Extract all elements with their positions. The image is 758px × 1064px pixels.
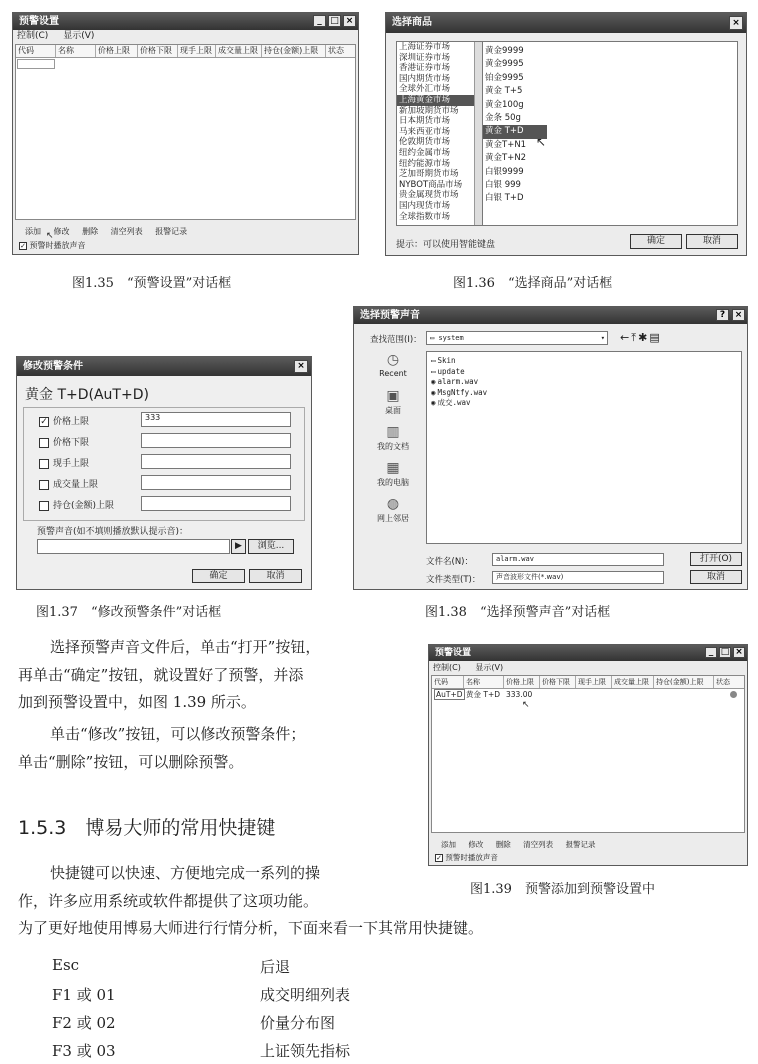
- paragraph-line: 单击“修改”按钮，可以修改预警条件；: [50, 725, 306, 743]
- chevron-down-icon: ▾: [600, 334, 605, 342]
- title-bar: [13, 13, 358, 30]
- play-sound-label: 预警时播放声音: [445, 853, 498, 862]
- condition-checkbox[interactable]: [39, 459, 49, 469]
- col-price-lower[interactable]: 价格下限: [540, 676, 576, 688]
- product-item[interactable]: 白银 T+D: [485, 193, 524, 204]
- table-row[interactable]: [432, 689, 744, 700]
- browse-button[interactable]: 浏览...: [248, 539, 294, 554]
- file-item[interactable]: [427, 388, 741, 399]
- market-item[interactable]: 马来西亚市场: [399, 126, 451, 137]
- col-hand-upper[interactable]: 现手上限: [576, 676, 612, 688]
- condition-input[interactable]: [141, 454, 291, 469]
- close-button[interactable]: ×: [294, 360, 308, 373]
- places-item[interactable]: [362, 387, 424, 416]
- alert-settings-window-filled: [428, 644, 748, 866]
- menu-control[interactable]: 控制(C): [17, 31, 49, 41]
- sound-path-input[interactable]: [37, 539, 230, 554]
- view-menu-icon[interactable]: ▤: [649, 331, 662, 344]
- desktop-icon: ▣: [386, 388, 400, 404]
- col-position-upper[interactable]: 持仓(金额)上限: [262, 45, 326, 57]
- shortcut-desc: 后退: [260, 958, 291, 976]
- market-item[interactable]: 纽约能源市场: [399, 158, 451, 169]
- col-code[interactable]: 代码: [432, 676, 464, 688]
- title-bar: [354, 307, 747, 324]
- paragraph-line: 再单击“确定”按钮，就设置好了预警，并添: [18, 665, 304, 684]
- filetype-label: 文件类型(T)：: [426, 575, 481, 585]
- shortcut-desc: 上证领先指标: [260, 1042, 351, 1060]
- play-sound-label: 预警时播放声音: [29, 241, 86, 250]
- product-item[interactable]: 白银9999: [485, 166, 524, 177]
- filename-label: 文件名(N)：: [426, 557, 473, 567]
- cancel-button[interactable]: 取消: [690, 570, 742, 584]
- col-name[interactable]: 名称: [464, 676, 504, 688]
- file-name: 成交.wav: [437, 398, 471, 407]
- maximize-button[interactable]: □: [328, 15, 341, 27]
- col-price-lower[interactable]: 价格下限: [138, 45, 178, 57]
- figure-caption: 图1.38 “选择预警声音”对话框: [425, 605, 611, 620]
- up-folder-icon[interactable]: ⤒: [631, 331, 639, 344]
- paragraph-line: 作，许多应用系统或软件都提供了这项功能。: [18, 891, 319, 910]
- look-in-dropdown[interactable]: [426, 331, 608, 345]
- market-item[interactable]: 芝加哥期货市场: [399, 169, 459, 180]
- condition-row[interactable]: [39, 498, 114, 511]
- delete-button[interactable]: 删除: [82, 227, 99, 236]
- select-sound-window: [353, 306, 748, 590]
- col-status[interactable]: 状态: [328, 46, 344, 55]
- help-button[interactable]: ?: [716, 309, 729, 321]
- look-in-label: 查找范围(I)：: [370, 335, 422, 345]
- market-item[interactable]: 新加坡期货市场: [399, 105, 459, 116]
- list-header: [432, 676, 744, 689]
- select-product-window: [385, 12, 747, 256]
- close-button[interactable]: ×: [343, 15, 356, 27]
- market-item[interactable]: 全球指数市场: [399, 211, 451, 222]
- product-item[interactable]: 铂金9995: [485, 72, 524, 83]
- row-code: AuT+D: [436, 690, 463, 699]
- computer-icon: ▦: [386, 460, 400, 476]
- product-item[interactable]: 黄金 T+5: [485, 86, 523, 97]
- alert-log-button[interactable]: 报警记录: [565, 840, 596, 849]
- places-item[interactable]: [362, 495, 424, 524]
- places-item[interactable]: [362, 423, 424, 452]
- shortcut-row: [52, 956, 291, 976]
- condition-input[interactable]: [141, 475, 291, 490]
- menu-bar: [429, 661, 747, 674]
- modify-button[interactable]: 修改: [53, 227, 70, 236]
- maximize-button[interactable]: □: [720, 647, 730, 657]
- close-button[interactable]: ×: [732, 309, 745, 321]
- menu-view[interactable]: 显示(V): [475, 663, 504, 672]
- close-button[interactable]: ×: [733, 647, 745, 658]
- figure-caption: 图1.35 “预警设置”对话框: [72, 276, 232, 291]
- shortcut-key: F3 或 03: [52, 1042, 116, 1060]
- market-item[interactable]: 全球外汇市场: [399, 84, 451, 95]
- alert-log-button[interactable]: 报警记录: [155, 227, 188, 236]
- condition-label: 价格上限: [53, 417, 90, 427]
- play-sound-checkbox-row[interactable]: [435, 852, 498, 863]
- title-bar: [17, 357, 311, 376]
- product-item[interactable]: 黄金 T+D: [483, 125, 547, 138]
- product-item[interactable]: 黄金100g: [485, 99, 524, 110]
- sound-label: 预警声音(如不填则播放默认提示音)：: [37, 527, 189, 537]
- paragraph-line: 加到预警设置中，如图 1.39 所示。: [18, 693, 256, 711]
- delete-button[interactable]: 删除: [495, 840, 511, 849]
- file-item[interactable]: [427, 398, 741, 409]
- file-name: MsgNtfy.wav: [437, 387, 488, 397]
- condition-row[interactable]: [39, 414, 89, 427]
- condition-checkbox[interactable]: ✓: [40, 416, 48, 427]
- filename-input[interactable]: [492, 553, 664, 566]
- sound-file-icon: ◉: [431, 387, 436, 397]
- col-hand-upper[interactable]: 现手上限: [178, 45, 216, 57]
- paragraph-line: 快捷键可以快速、方便地完成一系列的操: [50, 864, 321, 882]
- paragraph-line: 选择预警声音文件后，单击“打开”按钮，: [50, 638, 321, 656]
- col-status[interactable]: 状态: [716, 678, 730, 686]
- paragraph-3: [18, 860, 483, 943]
- shortcut-row: [52, 1040, 351, 1061]
- product-name: 黄金 T+D(AuT+D): [25, 387, 149, 403]
- alert-list[interactable]: [15, 44, 356, 220]
- market-item[interactable]: NYBOT商品市场: [399, 179, 463, 190]
- market-item[interactable]: 国内期货市场: [399, 73, 451, 84]
- row-price-upper: 333.00: [506, 690, 533, 699]
- shortcut-desc: 成交明细列表: [260, 986, 351, 1004]
- col-position-upper[interactable]: 持仓(金额)上限: [654, 676, 714, 688]
- filename-value: alarm.wav: [496, 555, 534, 563]
- col-volume-upper[interactable]: 成交量上限: [612, 676, 654, 688]
- shortcut-key: F1 或 01: [52, 986, 116, 1004]
- paragraph-2: [18, 721, 305, 776]
- shortcut-row: [52, 984, 351, 1005]
- toolbar-icons[interactable]: [620, 331, 662, 345]
- minimize-button[interactable]: _: [313, 15, 326, 27]
- file-name: Skin: [437, 356, 456, 365]
- clear-list-button[interactable]: 清空列表: [110, 227, 143, 236]
- file-item[interactable]: [427, 356, 741, 367]
- market-item[interactable]: 上海黄金市场: [397, 95, 483, 106]
- condition-input[interactable]: 333: [141, 412, 291, 427]
- condition-checkbox[interactable]: [39, 480, 49, 490]
- modify-button[interactable]: 修改: [468, 840, 484, 849]
- window-title: 预警设置: [19, 16, 59, 27]
- menu-view[interactable]: 显示(V): [63, 31, 95, 41]
- clear-list-button[interactable]: 清空列表: [523, 840, 554, 849]
- condition-row[interactable]: [39, 435, 89, 448]
- ok-button[interactable]: 确定: [192, 569, 245, 583]
- col-price-upper[interactable]: 价格上限: [96, 45, 138, 57]
- alert-settings-window: [12, 12, 359, 255]
- window-title: 选择预警声音: [360, 310, 420, 321]
- product-item[interactable]: 黄金T+N2: [485, 153, 527, 164]
- sound-file-icon: ◉: [431, 377, 436, 386]
- col-name[interactable]: 名称: [56, 45, 96, 57]
- clock-icon: ◷: [386, 352, 400, 368]
- folder-icon: ▭: [431, 366, 436, 376]
- market-item[interactable]: 上海证券市场: [399, 42, 451, 52]
- condition-input[interactable]: [141, 496, 291, 511]
- condition-checkbox[interactable]: [39, 438, 49, 448]
- filetype-dropdown[interactable]: [492, 571, 664, 584]
- add-button[interactable]: 添加: [441, 840, 456, 849]
- empty-row-cell[interactable]: [17, 59, 55, 69]
- window-title: 预警设置: [435, 648, 472, 658]
- market-item[interactable]: 香港证券市场: [399, 63, 451, 74]
- market-item[interactable]: 深圳证券市场: [399, 52, 451, 63]
- play-sound-checkbox-row[interactable]: [19, 240, 86, 251]
- product-item[interactable]: 黄金9995: [485, 59, 524, 70]
- paragraph-1: [18, 634, 320, 717]
- condition-row[interactable]: [39, 456, 89, 469]
- play-sound-checkbox[interactable]: ✓: [436, 854, 442, 862]
- row-name: 黄金 T+D: [466, 690, 501, 699]
- col-volume-upper[interactable]: 成交量上限: [216, 45, 262, 57]
- documents-icon: ▥: [386, 424, 400, 440]
- alert-list[interactable]: [431, 675, 745, 833]
- mouse-cursor-icon: ↖: [536, 135, 547, 149]
- title-bar: [429, 645, 747, 661]
- shortcut-key: F2 或 02: [52, 1014, 116, 1032]
- product-item[interactable]: 白银 999: [485, 180, 521, 191]
- places-label: 桌面: [385, 406, 401, 415]
- file-list[interactable]: [426, 351, 742, 544]
- places-bar: [362, 351, 424, 533]
- play-sound-checkbox[interactable]: ✓: [20, 241, 26, 250]
- places-item[interactable]: [362, 459, 424, 488]
- condition-label: 持仓(金额)上限: [53, 501, 115, 511]
- col-price-upper[interactable]: 价格上限: [504, 676, 540, 688]
- market-item[interactable]: 伦敦期货市场: [399, 137, 451, 148]
- cancel-button[interactable]: 取消: [249, 569, 302, 583]
- add-button[interactable]: 添加: [25, 227, 41, 236]
- file-name: alarm.wav: [437, 377, 479, 386]
- file-item[interactable]: [427, 377, 741, 388]
- folder-icon: ▭: [430, 334, 435, 342]
- folder-icon: ▭: [431, 356, 436, 365]
- market-item[interactable]: 日本期货市场: [399, 116, 451, 127]
- condition-checkbox[interactable]: [39, 501, 49, 511]
- mouse-cursor-icon: ↖: [46, 231, 54, 241]
- places-item[interactable]: [362, 351, 424, 378]
- market-item[interactable]: 国内现货市场: [399, 200, 451, 211]
- window-title: 选择商品: [392, 17, 432, 28]
- condition-label: 价格下限: [53, 438, 90, 448]
- play-button[interactable]: ▶: [231, 539, 246, 554]
- filetype-value: 声音波形文件(*.wav): [496, 573, 564, 581]
- menu-control[interactable]: 控制(C): [433, 663, 461, 672]
- shortcut-desc: 价量分布图: [260, 1014, 336, 1032]
- figure-caption: 图1.39 预警添加到预警设置中: [470, 882, 655, 897]
- places-label: 我的电脑: [377, 478, 409, 487]
- status-dot-icon: [730, 691, 737, 698]
- figure-caption: 图1.37 “修改预警条件”对话框: [36, 605, 222, 620]
- product-item[interactable]: 黄金T+N1: [485, 139, 527, 150]
- places-label: Recent: [379, 369, 407, 378]
- sound-file-icon: ◉: [431, 398, 436, 407]
- close-button[interactable]: ×: [729, 16, 743, 30]
- condition-input[interactable]: [141, 433, 291, 448]
- minimize-button[interactable]: _: [705, 647, 717, 658]
- shortcut-key: Esc: [52, 956, 80, 974]
- button-row: [441, 839, 606, 850]
- market-item[interactable]: 贵金属现货市场: [399, 190, 459, 201]
- network-icon: ◍: [386, 496, 400, 512]
- figure-caption: 图1.36 “选择商品”对话框: [453, 276, 613, 291]
- condition-label: 成交量上限: [53, 480, 99, 490]
- places-label: 我的文档: [377, 442, 409, 451]
- menu-bar: [13, 30, 358, 43]
- condition-row[interactable]: [39, 477, 98, 490]
- look-in-value: system: [438, 334, 464, 342]
- paragraph-line: 为了更好地使用博易大师进行行情分析，下面来看一下其常用快捷键。: [18, 919, 484, 937]
- open-button[interactable]: 打开(O): [690, 552, 742, 566]
- condition-label: 现手上限: [53, 459, 90, 469]
- product-item[interactable]: 金条 50g: [485, 113, 521, 124]
- ok-button[interactable]: 确定: [630, 234, 682, 249]
- section-heading: 1.5.3 博易大师的常用快捷键: [18, 817, 276, 839]
- mouse-cursor-icon: ↖: [522, 700, 530, 710]
- list-header: [16, 45, 355, 58]
- paragraph-line: 单击“删除”按钮，可以删除预警。: [18, 752, 244, 771]
- market-list[interactable]: [396, 41, 484, 226]
- back-icon[interactable]: ←: [620, 331, 632, 344]
- places-label: 网上邻居: [377, 514, 409, 523]
- product-item[interactable]: 黄金9999: [485, 46, 524, 56]
- cancel-button[interactable]: 取消: [686, 234, 738, 249]
- product-list[interactable]: [482, 41, 738, 226]
- window-title: 修改预警条件: [23, 361, 83, 372]
- title-bar: [386, 13, 746, 33]
- shortcut-row: [52, 1012, 336, 1033]
- market-item[interactable]: 纽约金属市场: [399, 147, 451, 158]
- hint-text: 提示：可以使用智能键盘: [396, 240, 496, 250]
- new-folder-icon[interactable]: ✱: [638, 331, 650, 344]
- file-name: update: [437, 366, 465, 376]
- modify-alert-window: [16, 356, 312, 590]
- col-code[interactable]: 代码: [16, 45, 56, 57]
- file-item[interactable]: [427, 367, 741, 378]
